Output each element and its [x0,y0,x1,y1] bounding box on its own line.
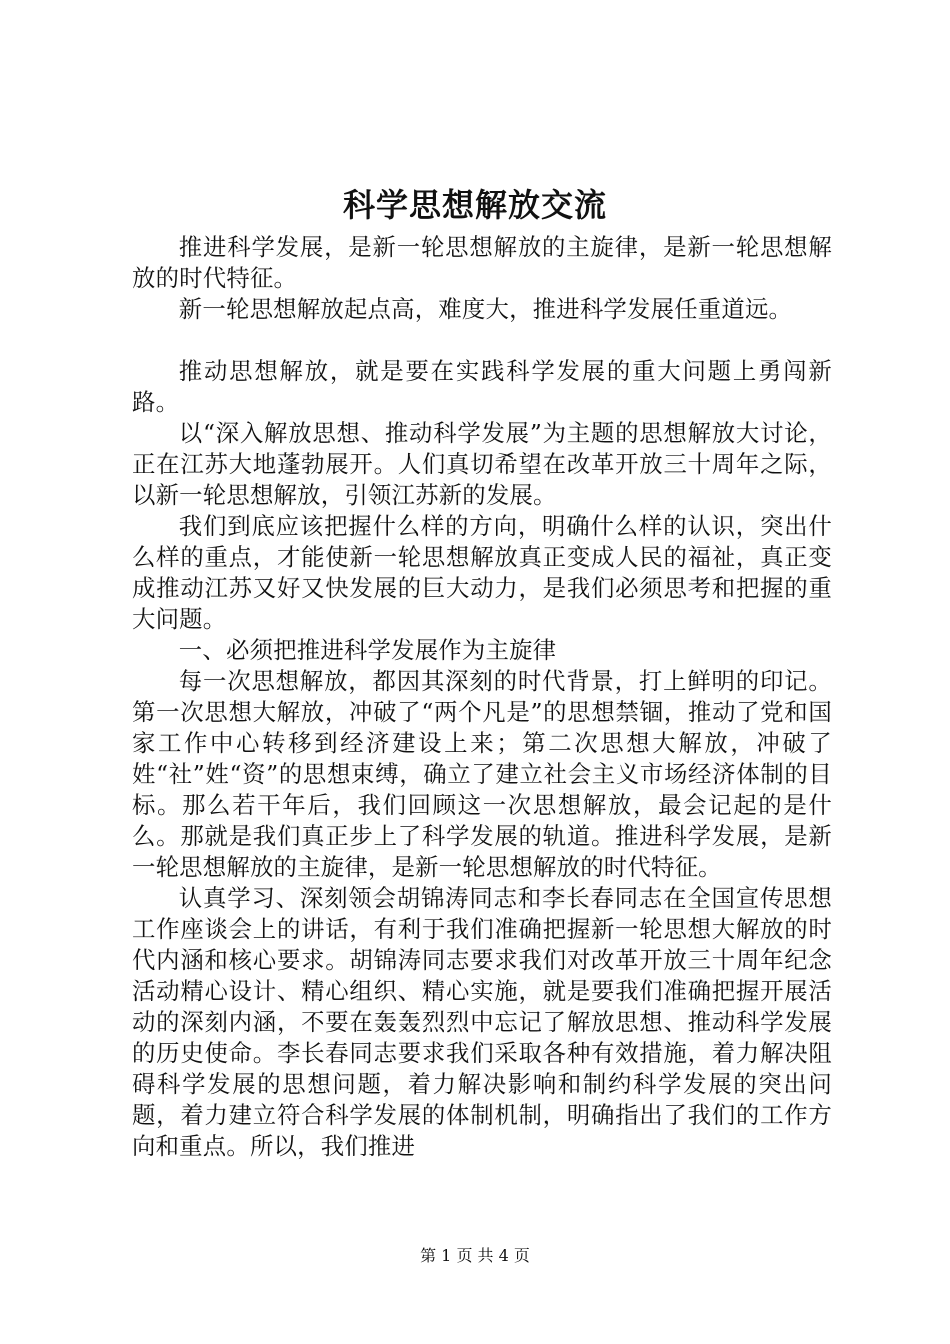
page-footer: 第 1 页 共 4 页 [420,1246,530,1265]
section-heading-1: 一、必须把推进科学发展作为主旋律 [178,636,557,664]
paragraph-3: 推动思想解放，就是要在实践科学发展的重大问题上勇闯新路。 [132,357,832,416]
paragraph-1: 推进科学发展，是新一轮思想解放的主旋律，是新一轮思想解放的时代特征。 [132,233,832,292]
paragraph-7: 认真学习、深刻领会胡锦涛同志和李长春同志在全国宣传思想工作座谈会上的讲话，有利于我们准确把握新一轮思想大解放的时代内涵和核心要求。胡锦涛同志要求我们对改革开放三十周年纪念活动精心设计、精心组织、精心实施，就是要我们准确把握开展活动的深刻内涵，不要在轰轰烈烈中忘记了解放思想、推动科学发展的历史使命。李长春同志要求我们采取各种有效措施，着力解决阻碍科学发展的思想问题，着力解决影响和制约科学发展的突出问题，着力建立符合科学发展的体制机制，明确指出了我们的工作方向和重点。所以，我们推进 [132,884,832,1160]
paragraph-6: 每一次思想解放，都因其深刻的时代背景，打上鲜明的印记。第一次思想大解放，冲破了“两个凡是”的思想禁锢，推动了党和国家工作中心转移到经济建设上来；第二次思想大解放，冲破了姓“社”姓“资”的思想束缚，确立了建立社会主义市场经济体制的目标。那么若干年后，我们回顾这一次思想解放，最会记起的是什么。那就是我们真正步上了科学发展的轨道。推进科学发展，是新一轮思想解放的主旋律，是新一轮思想解放的时代特征。 [132,667,832,881]
paragraph-4: 以“深入解放思想、推动科学发展”为主题的思想解放大讨论，正在江苏大地蓬勃展开。人们真切希望在改革开放三十周年之际，以新一轮思想解放，引领江苏新的发展。 [132,419,832,509]
document-body [132,232,832,1162]
paragraph-2: 新一轮思想解放起点高，难度大，推进科学发展任重道远。 [178,295,793,323]
paragraph-5: 我们到底应该把握什么样的方向，明确什么样的认识，突出什么样的重点，才能使新一轮思想解放真正变成人民的福祉，真正变成推动江苏又好又快发展的巨大动力，是我们必须思考和把握的重大问题。 [132,512,832,633]
document-title: 科学思想解放交流 [342,186,607,224]
